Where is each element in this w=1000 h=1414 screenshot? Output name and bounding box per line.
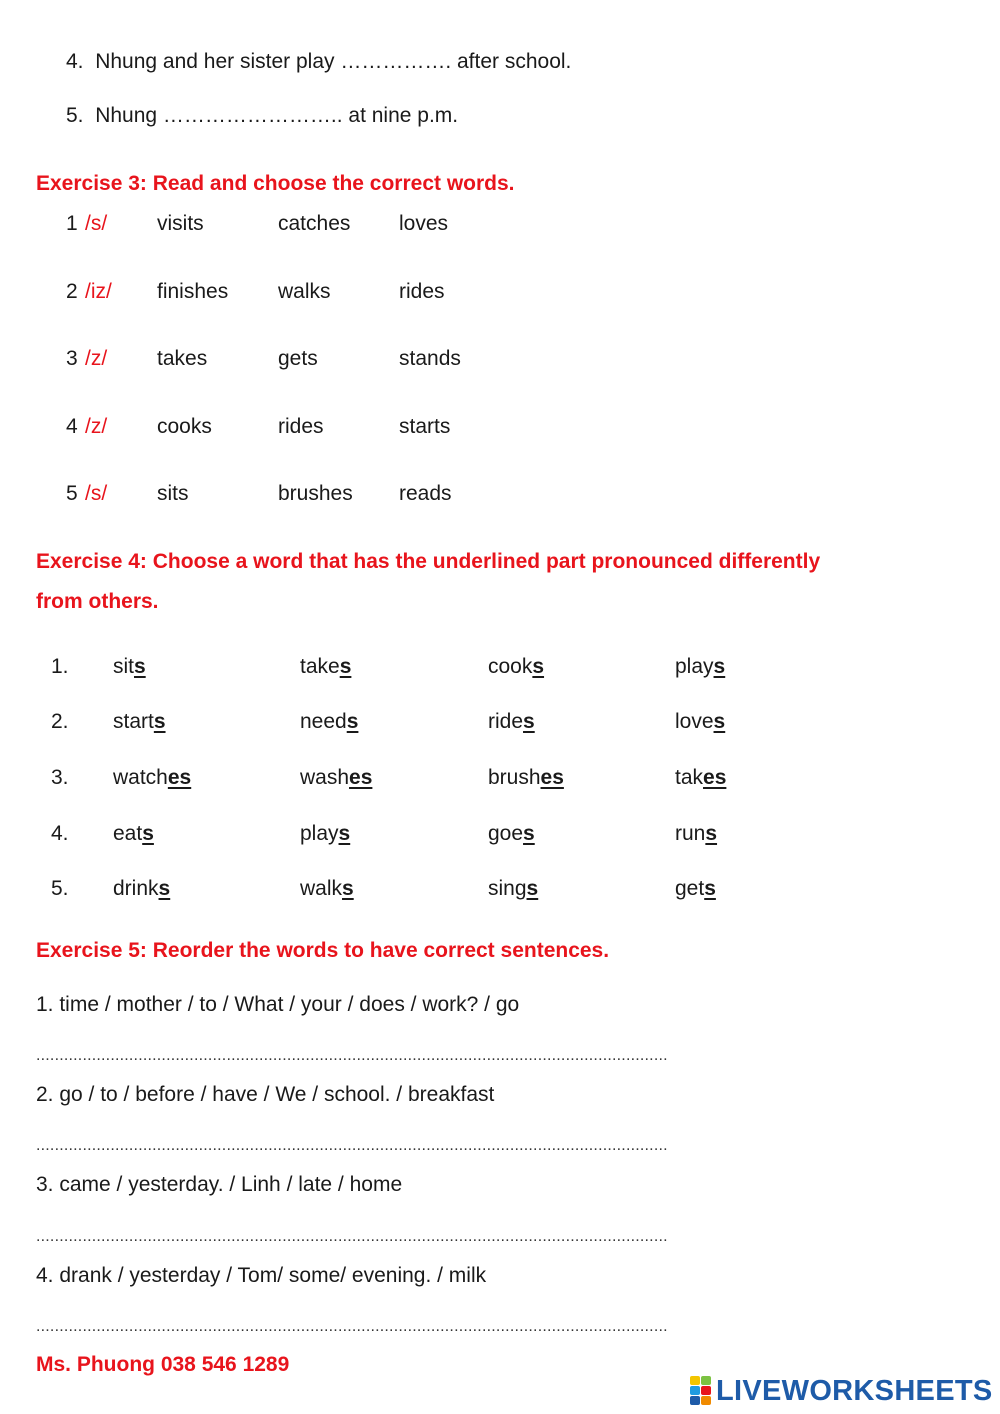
word-stem: watch [113,766,168,789]
ex4-heading-line1: Exercise 4: Choose a word that has the underlined part pronounced differently [36,550,821,573]
ex3-word-option[interactable]: sits [157,482,189,505]
word-stem: wash [300,766,350,789]
ex4-word-option[interactable] [675,654,725,680]
ex4-word-option[interactable] [300,821,350,847]
word-stem: start [113,710,154,733]
ex4-word-option[interactable] [488,709,535,735]
ex4-word-option[interactable] [488,654,544,680]
ex4-word-option[interactable] [675,821,717,847]
ex4-word-option[interactable] [488,876,538,902]
ex3-row-sound: /z/ [85,347,108,370]
underlined-ending: s [134,655,146,678]
logo-text: LIVEWORKSHEETS [716,1374,993,1407]
underlined-ending: es [540,766,564,789]
ex4-word-option[interactable] [300,654,351,680]
ex5-heading: Exercise 5: Reorder the words to have correct sentences. [36,939,610,962]
ex4-word-option[interactable] [675,765,726,791]
word-stem: sing [488,877,527,900]
word-stem: cook [488,655,533,678]
ex3-row-sound: /s/ [85,212,108,235]
ex4-word-option[interactable] [113,765,191,791]
ex4-word-option[interactable] [675,876,716,902]
ex4-word-option[interactable] [300,709,358,735]
ex5-item-2: 2. go / to / before / have / We / school. / breakfast [36,1083,495,1106]
word-stem: sit [113,655,134,678]
ex4-word-option[interactable] [113,654,146,680]
underlined-ending: s [523,822,535,845]
ex4-word-option[interactable] [488,765,564,791]
ex3-heading: Exercise 3: Read and choose the correct words. [36,172,515,195]
ex3-row-sound: /z/ [85,415,108,438]
liveworksheets-logo[interactable] [690,1373,993,1409]
ex3-word-option[interactable]: visits [157,212,204,235]
underlined-ending: s [153,710,166,733]
word-stem: play [300,822,339,845]
word-stem: tak [675,766,704,789]
ex3-row-sound: /s/ [85,482,108,505]
ex4-heading-line2: from others. [36,590,159,613]
ex3-row-number: 5 [66,482,78,505]
underlined-ending: s [523,710,535,733]
ex3-word-option[interactable]: walks [278,280,331,303]
underlined-ending: s [342,877,354,900]
ex2-item-4: 4. Nhung and her sister play ……………. after school. [66,50,572,73]
underlined-ending: s [346,710,359,733]
ex3-row-number: 4 [66,415,78,438]
underlined-ending: s [532,655,545,678]
ex3-word-option[interactable]: takes [157,347,208,370]
word-stem: love [675,710,714,733]
word-stem: run [675,822,706,845]
underlined-ending: s [713,655,726,678]
ex3-row-number: 2 [66,280,78,303]
ex4-word-option[interactable] [113,821,154,847]
ex3-word-option[interactable]: reads [399,482,452,505]
word-stem: get [675,877,705,900]
ex3-word-option[interactable]: catches [278,212,351,235]
ex2-item-5: 5. Nhung …………………….. at nine p.m. [66,104,459,127]
word-stem: goe [488,822,524,845]
ex3-word-option[interactable]: rides [278,415,324,438]
underlined-ending: es [349,766,373,789]
ex3-word-option[interactable]: gets [278,347,318,370]
word-stem: play [675,655,714,678]
ex4-row-number: 4. [51,822,69,845]
author-credit: Ms. Phuong 038 546 1289 [36,1353,290,1376]
ex3-word-option[interactable]: starts [399,415,451,438]
word-stem: brush [488,766,541,789]
word-stem: eat [113,822,143,845]
ex4-word-option[interactable] [488,821,535,847]
word-stem: need [300,710,347,733]
word-stem: walk [300,877,343,900]
ex3-word-option[interactable]: stands [399,347,461,370]
ex3-word-option[interactable]: rides [399,280,445,303]
ex4-row-number: 2. [51,710,69,733]
ex4-word-option[interactable] [675,709,725,735]
ex5-item-4: 4. drank / yesterday / Tom/ some/ evening. / milk [36,1264,487,1287]
underlined-ending: s [705,822,718,845]
liveworksheets-logo-icon [690,1376,712,1406]
ex5-answer-line-2[interactable]: ........................................................................................................................................ [36,1137,668,1154]
ex3-word-option[interactable]: loves [399,212,449,235]
underlined-ending: s [338,822,351,845]
ex3-row-number: 1 [66,212,78,235]
underlined-ending: s [339,655,352,678]
ex3-word-option[interactable]: cooks [157,415,212,438]
ex4-row-number: 5. [51,877,69,900]
underlined-ending: s [713,710,726,733]
ex4-row-number: 3. [51,766,69,789]
ex5-item-1: 1. time / mother / to / What / your / does / work? / go [36,993,520,1016]
underlined-ending: s [142,822,154,845]
ex3-row-sound: /iz/ [85,280,112,303]
ex3-word-option[interactable]: finishes [157,280,229,303]
underlined-ending: s [704,877,716,900]
ex4-word-option[interactable] [300,765,372,791]
word-stem: drink [113,877,159,900]
ex5-answer-line-4[interactable]: ........................................................................................................................................ [36,1318,668,1335]
word-stem: ride [488,710,524,733]
ex4-word-option[interactable] [300,876,354,902]
underlined-ending: es [703,766,727,789]
ex5-answer-line-1[interactable]: ........................................................................................................................................ [36,1047,668,1064]
underlined-ending: s [526,877,539,900]
ex5-item-3: 3. came / yesterday. / Linh / late / home [36,1173,403,1196]
underlined-ending: es [167,766,192,789]
underlined-ending: s [158,877,171,900]
word-stem: take [300,655,340,678]
ex5-answer-line-3[interactable]: ........................................................................................................................................ [36,1228,668,1245]
ex4-word-option[interactable] [113,709,166,735]
ex3-word-option[interactable]: brushes [278,482,353,505]
ex4-row-number: 1. [51,655,69,678]
ex3-row-number: 3 [66,347,78,370]
ex4-word-option[interactable] [113,876,170,902]
